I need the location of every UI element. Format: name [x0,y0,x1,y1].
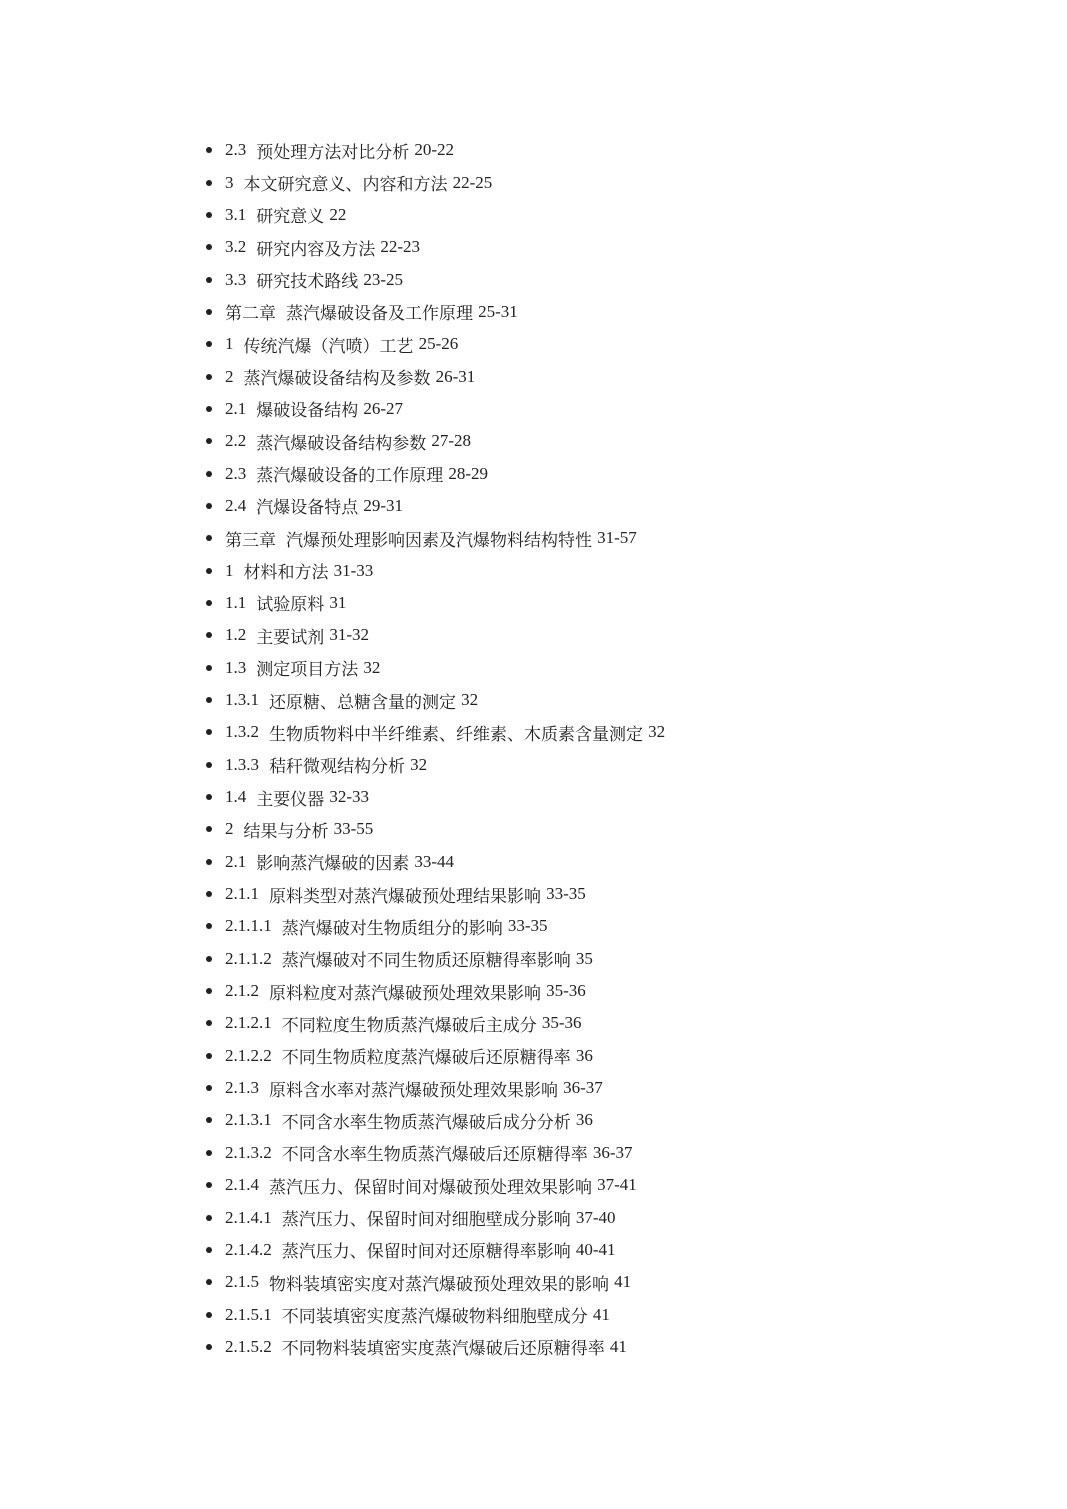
toc-entry-number: 2.2 [225,431,247,451]
toc-entry [206,522,665,554]
toc-entry [206,134,665,166]
toc-entry-title: 材料和方法 [243,563,329,583]
toc-entry-number: 1.3 [225,657,247,677]
toc-entry-title: 试验原料 [256,595,325,615]
toc-entry [206,652,665,684]
toc-entry [206,1007,665,1039]
toc-entry-pages: 20-22 [414,140,455,160]
toc-entry-number: 2.1.5.1 [225,1304,272,1324]
bullet-icon [206,665,212,671]
toc-entry [206,1266,665,1298]
toc-entry-number: 1.4 [225,787,247,807]
toc-entry-pages: 22-25 [452,172,493,192]
toc-entry [206,328,665,360]
toc-entry-number: 2.1.1.1 [225,916,272,936]
toc-entry [206,846,665,878]
toc-entry-pages: 23-25 [363,269,404,289]
toc-entry-title: 蒸汽压力、保留时间对还原糖得率影响 [281,1242,571,1262]
bullet-icon [206,1117,212,1123]
toc-entry-title: 汽爆预处理影响因素及汽爆物料结构特性 [286,530,592,550]
toc-entry [206,878,665,910]
bullet-icon [206,632,212,638]
bullet-icon [206,729,212,735]
toc-entry-title: 研究技术路线 [256,272,359,292]
toc-entry-pages: 36 [575,1110,593,1130]
toc-entry-pages: 22-23 [380,237,421,257]
toc-entry [206,393,665,425]
toc-entry [206,296,665,328]
toc-entry-title: 不同物料装填密实度蒸汽爆破后还原糖得率 [281,1339,605,1359]
toc-entry-title: 不同含水率生物质蒸汽爆破后成分分析 [281,1112,571,1132]
toc-entry-number: 2.1.2.1 [225,1013,272,1033]
toc-entry [206,716,665,748]
toc-entry-pages: 31-32 [329,625,370,645]
toc-entry [206,684,665,716]
bullet-icon [206,1053,212,1059]
toc-entry-title: 还原糖、总糖含量的测定 [269,692,456,712]
toc-entry-number: 2.1.1 [225,884,259,904]
toc-entry-pages: 26-27 [363,398,404,418]
bullet-icon [206,244,212,250]
toc-entry-title: 蒸汽爆破设备的工作原理 [256,466,444,486]
toc-entry [206,1104,665,1136]
toc-entry-pages: 36-37 [563,1078,603,1098]
toc-entry-title: 蒸汽爆破对生物质组分的影响 [281,918,503,938]
toc-entry [206,360,665,392]
toc-entry-title: 主要仪器 [256,789,325,809]
toc-entry-number: 2.1.4.2 [225,1239,272,1259]
bullet-icon [206,988,212,994]
toc-entry-pages: 41 [609,1336,627,1356]
toc-entry-number: 2.1.2 [225,981,259,1001]
toc-entry-number: 第二章 [225,304,276,324]
toc-entry-pages: 33-55 [333,819,374,839]
toc-entry [206,166,665,198]
toc-entry-title: 不同含水率生物质蒸汽爆破后还原糖得率 [281,1145,588,1165]
toc-entry [206,749,665,781]
toc-entry [206,1040,665,1072]
toc-entry-title: 蒸汽爆破设备及工作原理 [286,304,473,324]
toc-entry-number: 2.1.5 [225,1272,259,1292]
bullet-icon [206,826,212,832]
bullet-icon [206,891,212,897]
toc-entry-pages: 32-33 [329,787,370,807]
toc-entry-number: 2.1.3.1 [225,1110,272,1130]
toc-entry-title: 研究意义 [256,207,325,227]
toc-entry-title: 影响蒸汽爆破的因素 [256,854,410,874]
toc-entry-number: 2.1 [225,398,247,418]
bullet-icon [206,697,212,703]
toc-entry-number: 2 [225,366,234,386]
toc-entry-pages: 25-31 [478,301,518,321]
toc-entry-title: 原料粒度对蒸汽爆破预处理效果影响 [269,983,541,1003]
toc-entry [206,1331,665,1363]
toc-entry-pages: 35-36 [546,981,586,1001]
toc-entry-pages: 29-31 [363,495,404,515]
toc-entry-title: 研究内容及方法 [256,239,376,259]
toc-entry-number: 1.3.1 [225,690,259,710]
bullet-icon [206,1215,212,1221]
toc-entry-title: 主要试剂 [256,627,325,647]
toc-entry [206,1072,665,1104]
toc-entry-number: 2.1.4.1 [225,1207,272,1227]
toc-entry-number: 2.3 [225,463,247,483]
toc-entry [206,943,665,975]
bullet-icon [206,1150,212,1156]
toc-entry-number: 1 [225,560,234,580]
toc-entry-title: 蒸汽爆破设备结构参数 [256,433,427,453]
bullet-icon [206,341,212,347]
bullet-icon [206,956,212,962]
toc-entry-pages: 40-41 [575,1239,616,1259]
toc-entry [206,619,665,651]
toc-entry-number: 3.2 [225,237,247,257]
toc-entry-number: 3.3 [225,269,247,289]
toc-entry-number: 2.1.1.2 [225,948,272,968]
toc-entry-number: 1 [225,334,234,354]
bullet-icon [206,568,212,574]
bullet-icon [206,1344,212,1350]
bullet-icon [206,923,212,929]
toc-entry-pages: 25-26 [418,334,459,354]
toc-entry-title: 不同生物质粒度蒸汽爆破后还原糖得率 [281,1048,571,1068]
toc-entry-pages: 41 [614,1272,632,1292]
toc-entry-pages: 35 [575,948,593,968]
toc-entry-pages: 22 [329,204,347,224]
toc-entry-number: 1.3.3 [225,754,259,774]
toc-entry-number: 2.4 [225,495,247,515]
toc-entry [206,587,665,619]
toc-entry-pages: 36 [575,1045,593,1065]
toc-entry [206,1298,665,1330]
toc-entry-title: 秸秆微观结构分析 [269,757,405,777]
bullet-icon [206,471,212,477]
bullet-icon [206,1247,212,1253]
toc-entry-title: 蒸汽爆破设备结构及参数 [243,369,431,389]
bullet-icon [206,147,212,153]
toc-entry-number: 3 [225,172,234,192]
toc-entry-title: 蒸汽爆破对不同生物质还原糖得率影响 [281,951,571,971]
toc-entry [206,1137,665,1169]
toc-entry-pages: 33-44 [414,851,455,871]
toc-entry-pages: 37-41 [597,1175,637,1195]
toc-entry-title: 蒸汽压力、保留时间对爆破预处理效果影响 [269,1177,592,1197]
toc-entry-title: 传统汽爆（汽喷）工艺 [243,336,414,356]
toc-entry-pages: 33-35 [546,884,586,904]
toc-entry [206,490,665,522]
toc-entry [206,1169,665,1201]
toc-entry [206,1201,665,1233]
toc-entry-pages: 32 [648,722,666,742]
toc-entry-number: 2.1 [225,851,247,871]
bullet-icon [206,180,212,186]
toc-entry-title: 结果与分析 [243,821,329,841]
toc-entry-title: 不同装填密实度蒸汽爆破物料细胞壁成分 [281,1307,588,1327]
toc-entry-title: 原料类型对蒸汽爆破预处理结果影响 [269,886,541,906]
toc-entry-number: 1.3.2 [225,722,259,742]
toc-entry-pages: 36-37 [592,1142,633,1162]
bullet-icon [206,374,212,380]
toc-entry-title: 汽爆设备特点 [256,498,359,518]
toc-entry [206,1234,665,1266]
bullet-icon [206,1020,212,1026]
bullet-icon [206,1182,212,1188]
toc-entry-pages: 32 [461,690,479,710]
bullet-icon [206,1085,212,1091]
toc-entry-title: 物料装填密实度对蒸汽爆破预处理效果的影响 [269,1274,609,1294]
bullet-icon [206,859,212,865]
toc-entry [206,975,665,1007]
toc-entry [206,199,665,231]
toc-entry-pages: 37-40 [575,1207,616,1227]
toc-entry-pages: 32 [410,754,428,774]
toc-entry [206,781,665,813]
toc-entry-pages: 26-31 [435,366,476,386]
bullet-icon [206,1312,212,1318]
bullet-icon [206,277,212,283]
toc-entry-number: 1.1 [225,592,247,612]
toc-entry-pages: 31-57 [597,528,637,548]
toc-entry-title: 爆破设备结构 [256,401,359,421]
bullet-icon [206,406,212,412]
toc-entry [206,813,665,845]
toc-entry-pages: 35-36 [541,1013,582,1033]
toc-entry-pages: 28-29 [448,463,489,483]
table-of-contents [206,134,665,1363]
toc-entry-number: 3.1 [225,204,247,224]
toc-entry-pages: 27-28 [431,431,472,451]
toc-entry [206,231,665,263]
toc-entry-title: 预处理方法对比分析 [256,142,410,162]
toc-entry-pages: 31-33 [333,560,374,580]
toc-entry-number: 1.2 [225,625,247,645]
bullet-icon [206,212,212,218]
toc-entry-pages: 41 [592,1304,610,1324]
toc-entry-title: 蒸汽压力、保留时间对细胞壁成分影响 [281,1210,571,1230]
bullet-icon [206,1279,212,1285]
toc-entry-title: 测定项目方法 [256,660,359,680]
toc-entry-pages: 32 [363,657,381,677]
toc-entry [206,554,665,586]
toc-entry-title: 本文研究意义、内容和方法 [243,175,448,195]
bullet-icon [206,309,212,315]
toc-entry-number: 2.1.2.2 [225,1045,272,1065]
bullet-icon [206,438,212,444]
toc-entry-number: 2.1.3 [225,1078,259,1098]
toc-entry-number: 2.1.5.2 [225,1336,272,1356]
toc-entry-pages: 31 [329,592,347,612]
toc-entry [206,910,665,942]
bullet-icon [206,503,212,509]
toc-entry-title: 生物质物料中半纤维素、纤维素、木质素含量测定 [269,724,643,744]
toc-entry [206,457,665,489]
bullet-icon [206,794,212,800]
bullet-icon [206,600,212,606]
toc-entry-pages: 33-35 [507,916,548,936]
bullet-icon [206,535,212,541]
toc-entry-number: 2.1.4 [225,1175,259,1195]
toc-entry-number: 2.3 [225,140,247,160]
toc-entry-number: 2 [225,819,234,839]
toc-entry [206,425,665,457]
bullet-icon [206,762,212,768]
toc-entry [206,263,665,295]
toc-entry-number: 2.1.3.2 [225,1142,272,1162]
toc-entry-title: 不同粒度生物质蒸汽爆破后主成分 [281,1015,537,1035]
toc-entry-title: 原料含水率对蒸汽爆破预处理效果影响 [269,1080,558,1100]
toc-entry-number: 第三章 [225,530,276,550]
